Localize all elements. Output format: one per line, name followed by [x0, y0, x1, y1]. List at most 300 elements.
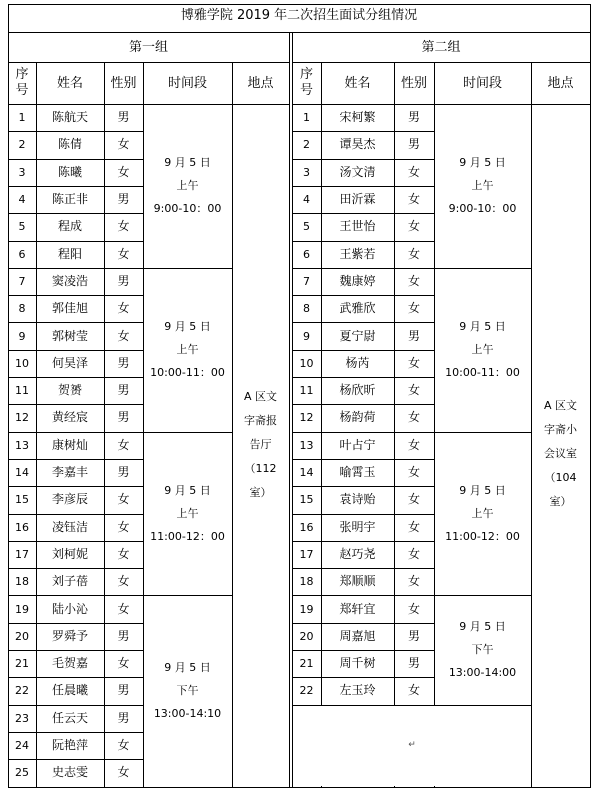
student-gender-value: 女	[407, 519, 420, 534]
row-number-value: 11	[299, 384, 314, 398]
row-number	[8, 350, 36, 377]
student-gender-value: 女	[117, 574, 130, 589]
location-line: 字斋小	[544, 423, 577, 436]
student-gender	[394, 213, 434, 240]
location-line: A 区文	[243, 390, 278, 404]
slot-period: 上午	[471, 343, 494, 357]
student-gender-value: 男	[407, 628, 420, 643]
student-gender	[394, 322, 434, 349]
student-name-value: 袁诗贻	[339, 492, 376, 507]
slot-period: 上午	[471, 179, 494, 193]
row-number-value: 22	[299, 684, 314, 698]
student-gender-value: 男	[117, 683, 130, 698]
student-name	[36, 759, 104, 786]
student-gender	[104, 650, 143, 677]
student-name-value: 李嘉丰	[51, 465, 88, 480]
row-number	[292, 486, 321, 513]
student-name-value: 杨欣昕	[339, 383, 376, 398]
row-number-value: 17	[15, 547, 29, 561]
student-gender	[104, 541, 143, 568]
column-header-label: 序号	[15, 67, 29, 98]
student-name-value: 黄经宸	[51, 410, 88, 425]
row-number-value: 20	[299, 629, 314, 643]
student-gender	[394, 486, 434, 513]
row-number	[292, 404, 321, 431]
student-name	[36, 104, 104, 131]
student-gender-value: 女	[407, 546, 420, 561]
student-name	[321, 295, 394, 322]
column-header-time	[434, 62, 531, 104]
student-gender-value: 女	[117, 656, 130, 671]
student-name	[36, 295, 104, 322]
slot-date: 9 月 5 日	[459, 156, 506, 170]
row-number	[292, 268, 321, 295]
row-number	[292, 131, 321, 158]
column-header-label: 时间段	[462, 75, 502, 91]
student-gender-value: 女	[117, 492, 130, 507]
row-number-value: 7	[303, 274, 310, 288]
slot-date: 9 月 5 日	[164, 156, 211, 170]
slot-period: 下午	[471, 643, 494, 657]
student-gender-value: 女	[407, 683, 420, 698]
student-gender-value: 男	[117, 192, 130, 207]
student-name	[321, 186, 394, 213]
row-number-value: 19	[15, 602, 29, 616]
student-gender	[104, 350, 143, 377]
slot-period: 上午	[176, 179, 199, 193]
student-gender-value: 男	[117, 628, 130, 643]
student-name-value: 谭昊杰	[339, 137, 376, 152]
row-number	[8, 322, 36, 349]
slot-date: 9 月 5 日	[459, 483, 506, 497]
student-name-value: 程成	[57, 219, 82, 234]
row-number-value: 22	[15, 684, 29, 698]
slot-period: 上午	[471, 506, 494, 520]
student-gender	[104, 268, 143, 295]
student-gender	[394, 432, 434, 459]
row-number-value: 14	[15, 466, 29, 480]
student-name	[321, 268, 394, 295]
student-gender	[394, 568, 434, 595]
row-number-value: 19	[299, 602, 314, 616]
column-header-seq	[8, 62, 36, 104]
row-number	[292, 377, 321, 404]
student-gender	[104, 213, 143, 240]
row-number	[8, 595, 36, 622]
location-line: 室）	[249, 486, 272, 500]
time-slot	[143, 268, 232, 432]
row-number	[292, 104, 321, 131]
student-gender-value: 女	[407, 355, 420, 370]
student-gender	[104, 677, 143, 704]
student-gender-value: 男	[407, 328, 420, 343]
student-name-value: 史志雯	[51, 765, 88, 780]
column-header-label: 姓名	[56, 75, 83, 91]
group-title: 第二组	[421, 39, 461, 55]
slot-period: 上午	[176, 506, 199, 520]
row-number-value: 5	[303, 220, 310, 234]
row-number	[8, 623, 36, 650]
row-number-value: 20	[15, 629, 29, 643]
student-name-value: 魏康婷	[339, 273, 376, 288]
row-number	[8, 759, 36, 786]
student-name-value: 宋柯繁	[339, 110, 376, 125]
slot-date: 9 月 5 日	[164, 661, 211, 675]
student-name-value: 陆小沁	[51, 601, 88, 616]
slot-time: 11:00-12：00	[150, 529, 225, 543]
row-number	[8, 677, 36, 704]
row-number-value: 11	[15, 384, 29, 398]
student-name-value: 罗舜予	[51, 628, 88, 643]
column-header-name	[321, 62, 394, 104]
row-number	[292, 432, 321, 459]
student-name	[321, 650, 394, 677]
student-gender	[394, 595, 434, 622]
student-name	[36, 241, 104, 268]
slot-time: 9:00-10：00	[448, 202, 517, 216]
student-gender-value: 女	[117, 164, 130, 179]
student-gender-value: 男	[117, 465, 130, 480]
student-name-value: 何昊泽	[51, 355, 88, 370]
student-gender	[104, 486, 143, 513]
student-gender	[104, 322, 143, 349]
student-name-value: 阮艳萍	[51, 738, 88, 753]
student-name-value: 杨韵荷	[339, 410, 376, 425]
student-gender	[104, 241, 143, 268]
row-number-value: 24	[15, 739, 29, 753]
interview-location	[232, 104, 289, 787]
student-gender	[104, 732, 143, 759]
student-name-value: 杨芮	[345, 355, 370, 370]
student-name-value: 李彦辰	[51, 492, 88, 507]
location-line: 告厅	[249, 438, 272, 452]
student-name-value: 毛贺嘉	[51, 656, 88, 671]
student-name-value: 窦凌浩	[51, 273, 88, 288]
row-number	[292, 514, 321, 541]
student-gender-value: 女	[407, 601, 420, 616]
student-gender-value: 女	[117, 546, 130, 561]
row-number-value: 6	[18, 247, 26, 261]
row-number	[292, 186, 321, 213]
row-number	[8, 159, 36, 186]
student-gender-value: 女	[407, 492, 420, 507]
student-gender	[394, 677, 434, 704]
row-number-value: 2	[303, 138, 310, 152]
row-number-value: 2	[18, 138, 26, 152]
column-header-label: 时间段	[167, 75, 207, 91]
row-number-value: 9	[303, 329, 310, 343]
student-name	[321, 350, 394, 377]
student-name-value: 郑轩宜	[339, 601, 376, 616]
student-gender	[104, 159, 143, 186]
row-number-value: 18	[15, 575, 29, 589]
column-header-name	[36, 62, 104, 104]
column-header-gender	[104, 62, 143, 104]
student-gender-value: 女	[117, 137, 130, 152]
student-name	[321, 677, 394, 704]
row-number	[292, 459, 321, 486]
student-name	[36, 650, 104, 677]
student-gender-value: 女	[407, 192, 420, 207]
student-name	[36, 432, 104, 459]
row-number-value: 13	[299, 438, 314, 452]
row-number-value: 4	[18, 193, 26, 207]
row-number	[292, 650, 321, 677]
student-gender-value: 男	[407, 110, 420, 125]
time-slot	[434, 104, 531, 268]
row-number-value: 12	[15, 411, 29, 425]
row-number-value: 15	[15, 493, 29, 507]
row-number-value: 3	[18, 165, 26, 179]
group-name-2	[292, 32, 590, 62]
column-header-label: 序号	[299, 67, 313, 98]
slot-time: 11:00-12：00	[445, 529, 520, 543]
location-line: （112	[244, 462, 277, 476]
column-header-label: 地点	[247, 75, 274, 91]
student-name	[36, 186, 104, 213]
student-name-value: 贺赟	[57, 383, 82, 398]
student-gender	[104, 705, 143, 732]
time-slot	[143, 432, 232, 596]
student-gender-value: 男	[407, 656, 420, 671]
student-gender	[104, 295, 143, 322]
time-slot	[143, 595, 232, 786]
student-name-value: 任云天	[51, 710, 88, 725]
student-name-value: 汤文清	[339, 164, 376, 179]
row-number-value: 8	[18, 302, 26, 316]
row-number	[292, 159, 321, 186]
student-gender-value: 女	[407, 437, 420, 452]
row-number	[292, 623, 321, 650]
student-gender	[104, 186, 143, 213]
student-name	[321, 595, 394, 622]
student-name	[36, 131, 104, 158]
row-number-value: 3	[303, 165, 310, 179]
student-name-value: 田沂霖	[339, 192, 376, 207]
student-gender	[104, 404, 143, 431]
student-gender	[394, 459, 434, 486]
student-name-value: 康树灿	[51, 437, 88, 452]
row-number	[292, 213, 321, 240]
time-slot	[434, 432, 531, 596]
row-number	[8, 241, 36, 268]
row-number	[8, 486, 36, 513]
student-name	[321, 404, 394, 431]
student-gender-value: 女	[117, 246, 130, 261]
student-name-value: 郭佳旭	[51, 301, 88, 316]
row-number	[8, 295, 36, 322]
row-number-value: 14	[299, 466, 314, 480]
row-number-value: 25	[15, 766, 29, 780]
interview-location	[531, 104, 590, 787]
row-number	[8, 104, 36, 131]
student-name-value: 王世怡	[339, 219, 376, 234]
student-name	[321, 104, 394, 131]
student-name-value: 武雅欣	[339, 301, 376, 316]
slot-period: 下午	[176, 684, 199, 698]
student-name-value: 陈航天	[51, 110, 88, 125]
table-border	[143, 787, 232, 788]
slot-date: 9 月 5 日	[164, 320, 211, 334]
row-number	[292, 541, 321, 568]
row-number	[8, 432, 36, 459]
student-name-value: 赵巧尧	[339, 546, 376, 561]
student-name	[36, 322, 104, 349]
student-gender-value: 男	[407, 137, 420, 152]
table-border	[8, 787, 143, 788]
student-gender	[104, 623, 143, 650]
table-border	[8, 4, 591, 5]
student-gender	[104, 104, 143, 131]
student-gender-value: 男	[117, 410, 130, 425]
time-slot	[434, 595, 531, 704]
student-gender-value: 女	[407, 465, 420, 480]
student-gender-value: 女	[407, 164, 420, 179]
student-gender	[104, 131, 143, 158]
row-number	[292, 595, 321, 622]
student-name	[321, 541, 394, 568]
column-header-label: 姓名	[344, 75, 371, 91]
slot-date: 9 月 5 日	[459, 320, 506, 334]
student-name-value: 陈曦	[57, 164, 82, 179]
student-gender-value: 女	[117, 437, 130, 452]
row-number-value: 15	[299, 493, 314, 507]
student-gender	[394, 350, 434, 377]
student-gender	[394, 377, 434, 404]
student-gender	[394, 623, 434, 650]
column-header-place	[232, 62, 289, 104]
student-name	[36, 568, 104, 595]
slot-time: 10:00-11：00	[150, 366, 225, 380]
student-gender-value: 女	[407, 246, 420, 261]
student-name	[36, 459, 104, 486]
student-gender-value: 女	[407, 574, 420, 589]
student-name-value: 刘柯妮	[51, 546, 88, 561]
student-name	[321, 514, 394, 541]
row-number	[8, 705, 36, 732]
student-name	[36, 404, 104, 431]
student-name-value: 陈正非	[51, 192, 88, 207]
student-name-value: 任晨曦	[51, 683, 88, 698]
student-name-value: 刘子蓓	[51, 574, 88, 589]
student-name	[321, 459, 394, 486]
student-name	[36, 541, 104, 568]
student-gender	[104, 459, 143, 486]
row-number-value: 5	[18, 220, 26, 234]
paragraph-mark-icon: ↵	[408, 740, 416, 751]
student-name	[321, 131, 394, 158]
student-name-value: 喻霄玉	[339, 465, 376, 480]
student-name	[36, 623, 104, 650]
student-name	[36, 350, 104, 377]
student-gender-value: 女	[407, 410, 420, 425]
document-title: 博雅学院 2019 年二次招生面试分组情况	[180, 8, 418, 23]
row-number	[8, 650, 36, 677]
row-number	[8, 186, 36, 213]
row-number-value: 9	[18, 329, 26, 343]
student-gender-value: 女	[117, 328, 130, 343]
column-header-gender	[394, 62, 434, 104]
student-name-value: 程阳	[57, 246, 82, 261]
student-name-value: 凌钰洁	[51, 519, 88, 534]
location-line: （104	[544, 471, 577, 484]
student-gender-value: 男	[117, 383, 130, 398]
column-header-time	[143, 62, 232, 104]
row-number	[8, 732, 36, 759]
student-gender-value: 女	[407, 219, 420, 234]
student-gender	[104, 595, 143, 622]
student-name	[321, 568, 394, 595]
row-number	[8, 568, 36, 595]
row-number-value: 1	[18, 111, 26, 125]
student-name-value: 叶占宁	[339, 437, 376, 452]
row-number	[8, 541, 36, 568]
row-number	[8, 404, 36, 431]
row-number-value: 16	[15, 520, 29, 534]
student-gender	[394, 159, 434, 186]
student-gender	[394, 650, 434, 677]
slot-date: 9 月 5 日	[164, 483, 211, 497]
student-name-value: 张明宇	[339, 519, 376, 534]
location-line: 会议室	[544, 447, 577, 460]
column-header-place	[531, 62, 590, 104]
student-name-value: 周千树	[339, 656, 376, 671]
row-number-value: 6	[303, 247, 310, 261]
time-slot	[434, 268, 531, 432]
student-gender-value: 女	[117, 519, 130, 534]
student-gender	[394, 404, 434, 431]
student-gender-value: 女	[117, 301, 130, 316]
student-name-value: 左玉玲	[339, 683, 376, 698]
table-border	[590, 4, 591, 787]
student-name	[36, 705, 104, 732]
row-number	[292, 295, 321, 322]
student-name	[36, 486, 104, 513]
row-number-value: 10	[299, 356, 314, 370]
student-name-value: 王紫若	[339, 246, 376, 261]
student-name	[36, 514, 104, 541]
row-number	[8, 377, 36, 404]
student-gender-value: 女	[407, 273, 420, 288]
student-name	[321, 159, 394, 186]
row-number-value: 1	[303, 111, 310, 125]
student-name-value: 郭树莹	[51, 328, 88, 343]
student-gender	[104, 377, 143, 404]
student-name	[321, 213, 394, 240]
student-gender	[394, 295, 434, 322]
student-gender-value: 女	[117, 219, 130, 234]
row-number	[8, 459, 36, 486]
slot-period: 上午	[176, 343, 199, 357]
student-gender-value: 女	[117, 738, 130, 753]
row-number	[292, 350, 321, 377]
time-slot	[143, 104, 232, 268]
student-gender-value: 男	[117, 110, 130, 125]
row-number-value: 13	[15, 438, 29, 452]
student-gender	[104, 759, 143, 786]
student-gender	[104, 514, 143, 541]
student-gender	[394, 131, 434, 158]
student-gender-value: 女	[117, 601, 130, 616]
column-header-label: 性别	[110, 75, 137, 91]
slot-date: 9 月 5 日	[459, 620, 506, 634]
student-name	[36, 677, 104, 704]
location-line: 字斋报	[244, 414, 277, 428]
column-header-seq	[292, 62, 321, 104]
row-number	[292, 677, 321, 704]
row-number-value: 18	[299, 575, 314, 589]
slot-time: 13:00-14:00	[448, 666, 517, 680]
